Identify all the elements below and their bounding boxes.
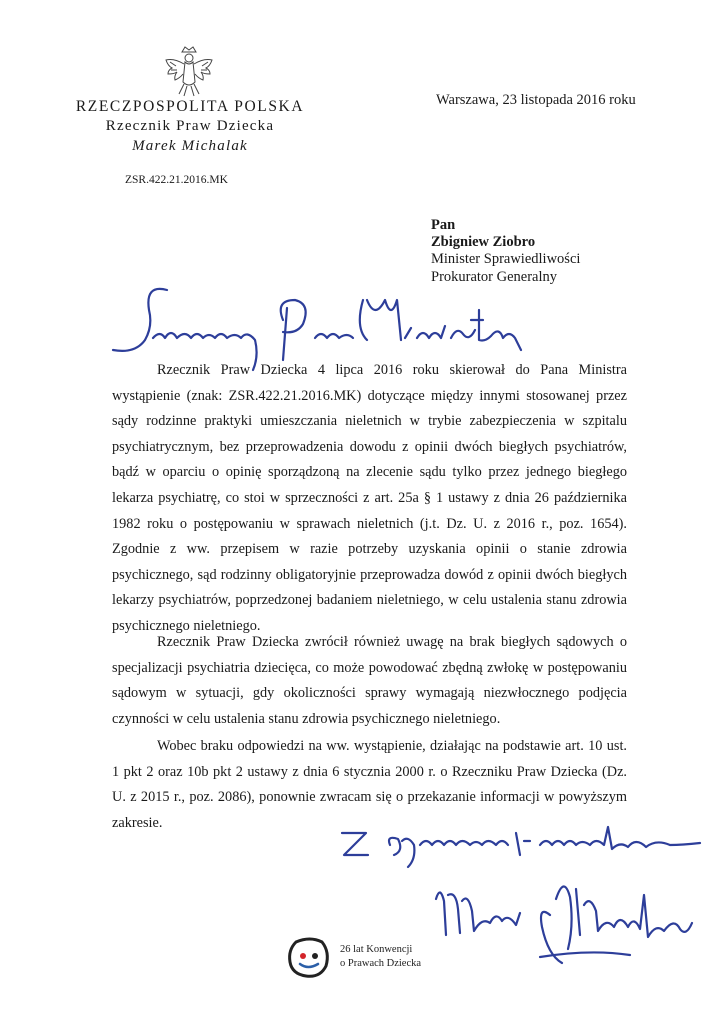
addressee-title: Minister Sprawiedliwości — [431, 251, 581, 267]
addressee-salutation: Pan — [431, 217, 456, 233]
paragraph-text: Rzecznik Praw Dziecka 4 lipca 2016 roku skierował do Pana Ministra wystąpienie (znak: ZSR.422.21.2016.MK) dotyczące między innymi stosowanej przez sądy rodzinne praktyki umieszczania nieletnich w trybie zabezpieczenia w szpitalu psychiatrycznym, bez przeprowadzenia dowodu z opinii dwóch biegłych psychiatrów, bądź w oparciu o opinię sporządzoną na zlecenie sądu tylko przez jednego biegłego lekarza psychiatrę, co stoi w sprzeczności z art. 25a § 1 ustawy z dnia 26 października 1982 roku o postępowaniu w sprawach nieletnich (j.t. Dz. U. z 2016 r., poz. 1654). Zgodnie z ww. przepisem w razie potrzeby uzyskania opinii o stanie zdrowia psychicznego, sąd rodzinny obligatoryjnie przeprowadza dowód z opinii dwóch biegłych lekarzy psychiatrów, poprzedzonej badaniem nieletniego, w celu ustalenia stanu zdrowia psychicznego nieletniego. — [112, 362, 627, 634]
convention-logo-icon — [286, 934, 332, 980]
office-name: Rzecznik Praw Dziecka — [105, 118, 275, 134]
paragraph-text: Rzecznik Praw Dziecka zwrócił również uwagę na brak biegłych sądowych o specjalizacji psychiatria dziecięca, co może powodować zbędną zwłokę w postępowaniu sądowym w sytuacji, gdy okoliczności sprawy wymagają niezwłocznego podjęcia czynności w celu ustalenia stanu zdrowia psychicznego nieletniego. — [112, 634, 627, 727]
body-paragraph-2 — [112, 630, 627, 732]
institution-name: RZECZPOSPOLITA POLSKA — [75, 98, 305, 115]
convention-caption — [340, 943, 421, 971]
convention-caption-line1: 26 lat Konwencji — [340, 944, 413, 955]
polish-eagle-icon — [162, 44, 216, 102]
person-name: Marek Michalak — [132, 138, 248, 154]
paragraph-text: Wobec braku odpowiedzi na ww. wystąpienie, działając na podstawie art. 10 ust. 1 pkt 2 oraz 10b pkt 2 ustawy z dnia 6 stycznia 2000 r. o Rzeczniku Praw Dziecka (Dz. U. z 2015 r., poz. 2086), ponownie zwracam się o przekazanie informacji w powyższym zakresie. — [112, 738, 627, 831]
place-date: Warszawa, 23 listopada 2016 roku — [436, 92, 636, 108]
body-paragraph-1 — [112, 358, 627, 640]
addressee-name: Zbigniew Ziobro — [431, 234, 536, 250]
addressee-title-2: Prokurator Generalny — [431, 269, 558, 285]
reference-number: ZSR.422.21.2016.MK — [125, 174, 228, 186]
convention-caption-line2: o Prawach Dziecka — [340, 958, 422, 969]
signature — [430, 865, 700, 970]
